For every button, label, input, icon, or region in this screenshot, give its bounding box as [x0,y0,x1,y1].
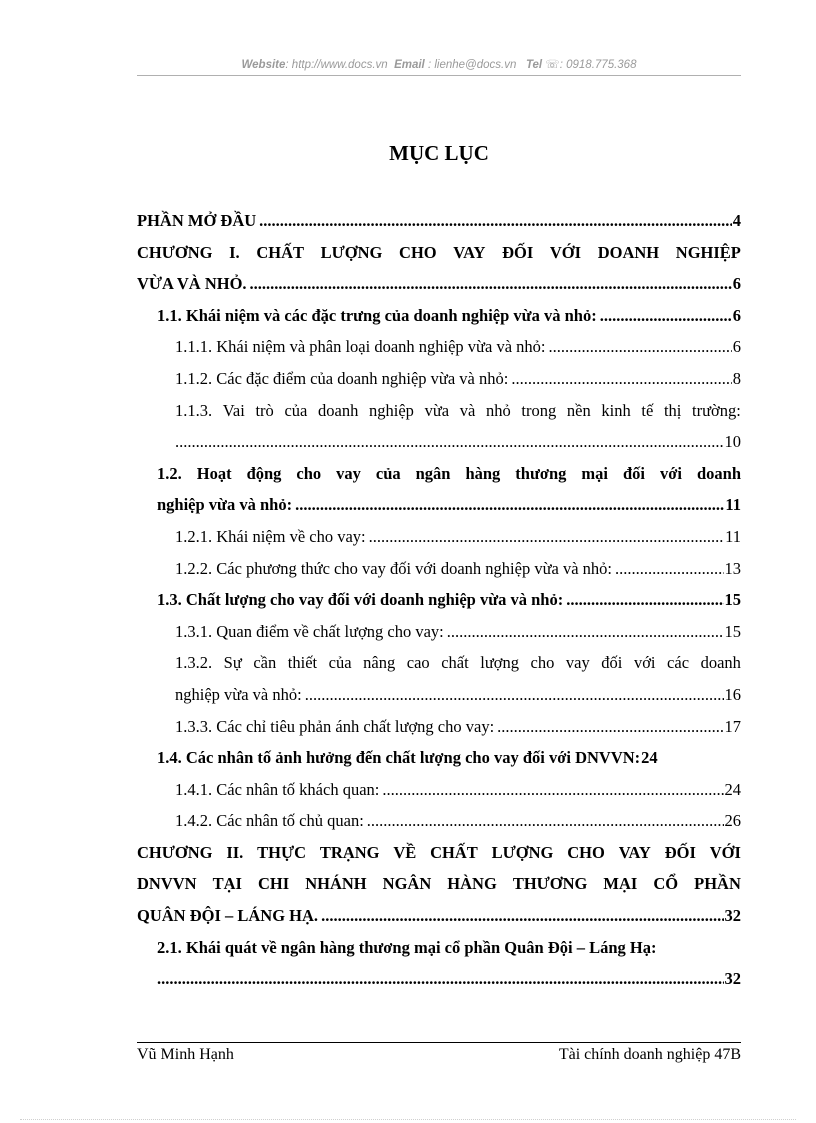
toc-entry-page: 11 [725,495,741,515]
toc-word: MẠI [603,874,638,894]
toc-word: mại [581,463,609,483]
toc-entry-page: 17 [724,716,741,736]
toc-leader-dots [382,774,723,806]
toc-word: CHO [567,842,605,862]
toc-word: HÀNG [447,874,497,894]
toc-entry-text: 1.3.3. Các chỉ tiêu phản ánh chất lượng cho vay: [175,716,495,736]
toc-word: trong [521,400,557,420]
toc-entry-text: 1.4. Các nhân tố ảnh hưởng đến chất lượng cho vay đối với DNVVN: [157,748,641,768]
toc-word: doanh [318,400,359,420]
toc-word: VỚI [549,242,582,262]
toc-leader-dots [175,426,724,458]
toc-leader-dots [321,900,723,932]
toc-word: trường: [692,400,741,420]
toc-entry-chuong-1-line2 [137,268,741,300]
toc-entry-page: 32 [724,906,741,926]
toc-leader-dots [369,521,724,553]
toc-word: VỚI [709,842,741,862]
toc-word: PHẦN [694,874,741,894]
email-label: Email [394,59,425,71]
toc-word: Sự [223,653,242,673]
page-bottom-edge [20,1119,796,1120]
toc-entry-page: 16 [724,684,741,704]
toc-word: CHO [399,242,437,262]
toc-leader-dots [157,963,724,995]
toc-word: TẠI [212,874,242,894]
tel-value: : 0918.775.368 [559,59,637,71]
toc-entry-text: 1.3.1. Quan điểm về chất lượng cho vay: [175,621,444,641]
tel-label: Tel [525,59,543,71]
toc-entry-page: 6 [732,305,741,325]
footer-author: Vũ Minh Hạnh [137,1046,234,1063]
toc-word: I. [229,242,240,262]
page-title: MỤC LỤC [389,141,489,165]
toc-entry-1-2-1 [175,521,741,553]
toc-word: thị [663,400,682,420]
toc-word: DNVVN [137,874,197,894]
toc-word: cần [253,653,277,673]
toc-word: VAY [618,842,651,862]
toc-entry-chuong-2-line2 [137,868,741,900]
toc-entry-2-1-line1 [157,932,741,964]
table-of-contents [137,205,741,995]
toc-entry-page: 24 [724,779,741,799]
toc-entry-1-1-3-line1 [175,395,741,427]
toc-leader-dots [549,331,732,363]
toc-word: nền [566,400,591,420]
toc-word: hàng [465,463,501,483]
toc-word: II. [226,842,244,862]
phone-icon: ☏ [545,59,560,71]
toc-word: cho [530,653,555,673]
toc-entry-1-4-2 [175,805,741,837]
toc-word: CHƯƠNG [137,842,213,862]
toc-entry-text: nghiệp vừa và nhỏ: [157,495,293,515]
toc-word: Hoạt [196,463,232,483]
toc-word: CHƯƠNG [137,242,213,262]
toc-entry-1-3-2-line2 [175,679,741,711]
toc-word: THƯƠNG [512,874,588,894]
toc-entry-phan-mo-dau [137,205,741,237]
email-value: : lienhe@docs.vn [427,59,517,71]
toc-leader-dots [295,489,724,521]
website-label: Website [241,59,286,71]
toc-leader-dots [600,300,732,332]
toc-word: nghiệp [368,400,414,420]
toc-word: và [459,400,476,420]
toc-entry-text: 2.1. Khái quát về ngân hàng thương mại cổ phần Quân Đội – Láng Hạ: [157,937,657,957]
toc-entry-text: 1.1.2. Các đặc điểm của doanh nghiệp vừa và nhỏ: [175,368,509,388]
toc-entry-1-3-2-line1 [175,647,741,679]
toc-entry-text: PHẦN MỞ ĐẦU [137,211,257,230]
toc-leader-dots [305,679,724,711]
toc-entry-1-1-1 [175,331,741,363]
toc-word: tế [641,400,654,420]
toc-leader-dots [447,616,724,648]
toc-word: VAY [453,242,486,262]
toc-entry-page: 24 [641,748,658,768]
footer-class: Tài chính doanh nghiệp 47B [558,1046,741,1063]
toc-word: thương [515,463,567,483]
toc-word: ngân [415,463,451,483]
toc-word: LƯỢNG [491,842,554,862]
toc-entry-page: 32 [724,969,741,989]
toc-entry-text: 1.2.2. Các phương thức cho vay đối với doanh nghiệp vừa và nhỏ: [175,558,612,578]
toc-word: CHI [258,874,290,894]
toc-word: chất [441,653,469,673]
toc-word: với [633,653,656,673]
toc-entry-1-1 [157,300,741,332]
toc-word: trò [255,400,274,420]
header-rule [137,75,741,76]
toc-word: các [667,653,690,673]
toc-word: cho [296,463,322,483]
toc-entry-1-2-line1 [157,458,741,490]
toc-word: TRẠNG [319,842,380,862]
toc-entry-1-3-1 [175,616,741,648]
toc-entry-1-4 [157,742,741,774]
toc-word: NHÁNH [305,874,367,894]
toc-entry-page: 15 [724,590,741,610]
footer-rule [137,1042,741,1043]
toc-entry-text: 1.2.1. Khái niệm về cho vay: [175,526,366,546]
website-value: : http://www.docs.vn [285,59,388,71]
toc-entry-page: 4 [732,211,741,230]
toc-word: DOANH [597,242,660,262]
toc-entry-text: QUÂN ĐỘI – LÁNG HẠ. [137,906,319,926]
toc-entry-page: 6 [732,274,741,294]
toc-word: Vai [222,400,245,420]
toc-entry-page: 8 [732,368,741,388]
toc-word: với [660,463,682,483]
toc-entry-1-3 [157,584,741,616]
toc-entry-page: 26 [724,811,741,831]
toc-word: NGHIỆP [675,242,741,262]
toc-entry-chuong-1-line1 [137,237,741,269]
toc-entry-text: 1.4.2. Các nhân tố chủ quan: [175,811,364,831]
toc-word: doanh [696,463,741,483]
toc-word: của [375,463,401,483]
toc-word: cao [406,653,430,673]
toc-leader-dots [566,584,723,616]
toc-entry-1-2-line2 [157,489,741,521]
toc-word: doanh [700,653,741,673]
toc-word: LƯỢNG [320,242,383,262]
toc-word: vay [336,463,361,483]
toc-word: kinh [601,400,631,420]
toc-entry-text: 1.1. Khái niệm và các đặc trưng của doanh nghiệp vừa và nhỏ: [157,305,597,325]
toc-leader-dots [250,268,732,300]
toc-entry-page: 11 [725,526,741,546]
toc-word: nhỏ [485,400,511,420]
toc-entry-1-2-2 [175,553,741,585]
toc-entry-page: 10 [724,432,741,452]
toc-entry-text: 1.1.1. Khái niệm và phân loại doanh nghiệp vừa và nhỏ: [175,337,546,357]
toc-entry-page: 13 [724,558,741,578]
toc-word: CỔ [653,874,679,894]
toc-entry-text: VỪA VÀ NHỎ. [137,274,247,294]
toc-entry-1-1-3-line2 [175,426,741,458]
toc-word: động [246,463,282,483]
toc-word: của [284,400,308,420]
toc-word: vừa [424,400,450,420]
toc-word: NGÂN [382,874,432,894]
toc-word: thiết [287,653,318,673]
toc-entry-chuong-2-line1 [137,837,741,869]
toc-word: VỀ [393,842,417,862]
toc-word: ĐỐI [502,242,534,262]
toc-entry-text: nghiệp vừa và nhỏ: [175,684,302,704]
toc-entry-1-1-2 [175,363,741,395]
toc-leader-dots [615,553,724,585]
toc-entry-chuong-2-line3 [137,900,741,932]
toc-word: 1.2. [157,463,182,483]
toc-leader-dots [259,205,732,237]
toc-entry-2-1-line2 [157,963,741,995]
toc-word: nâng [363,653,396,673]
toc-word: lượng [480,653,519,673]
page-header [137,57,741,71]
toc-word: 1.3.2. [175,653,213,673]
toc-word: 1.1.3. [175,400,213,420]
toc-word: đối [601,653,623,673]
toc-word: CHẤT [256,242,304,262]
toc-word: vay [565,653,590,673]
toc-leader-dots [497,711,723,743]
toc-leader-dots [511,363,731,395]
toc-word: ĐỐI [664,842,696,862]
toc-word: đối [623,463,646,483]
toc-word: THỰC [257,842,307,862]
toc-entry-page: 15 [724,621,741,641]
toc-entry-text: 1.4.1. Các nhân tố khách quan: [175,779,380,799]
toc-entry-1-3-3 [175,711,741,743]
toc-leader-dots [367,805,724,837]
toc-word: của [328,653,352,673]
toc-entry-text: 1.3. Chất lượng cho vay đối với doanh nghiệp vừa và nhỏ: [157,590,564,610]
toc-entry-1-4-1 [175,774,741,806]
toc-word: CHẤT [430,842,478,862]
page-footer [137,1046,741,1064]
toc-entry-page: 6 [732,337,741,357]
